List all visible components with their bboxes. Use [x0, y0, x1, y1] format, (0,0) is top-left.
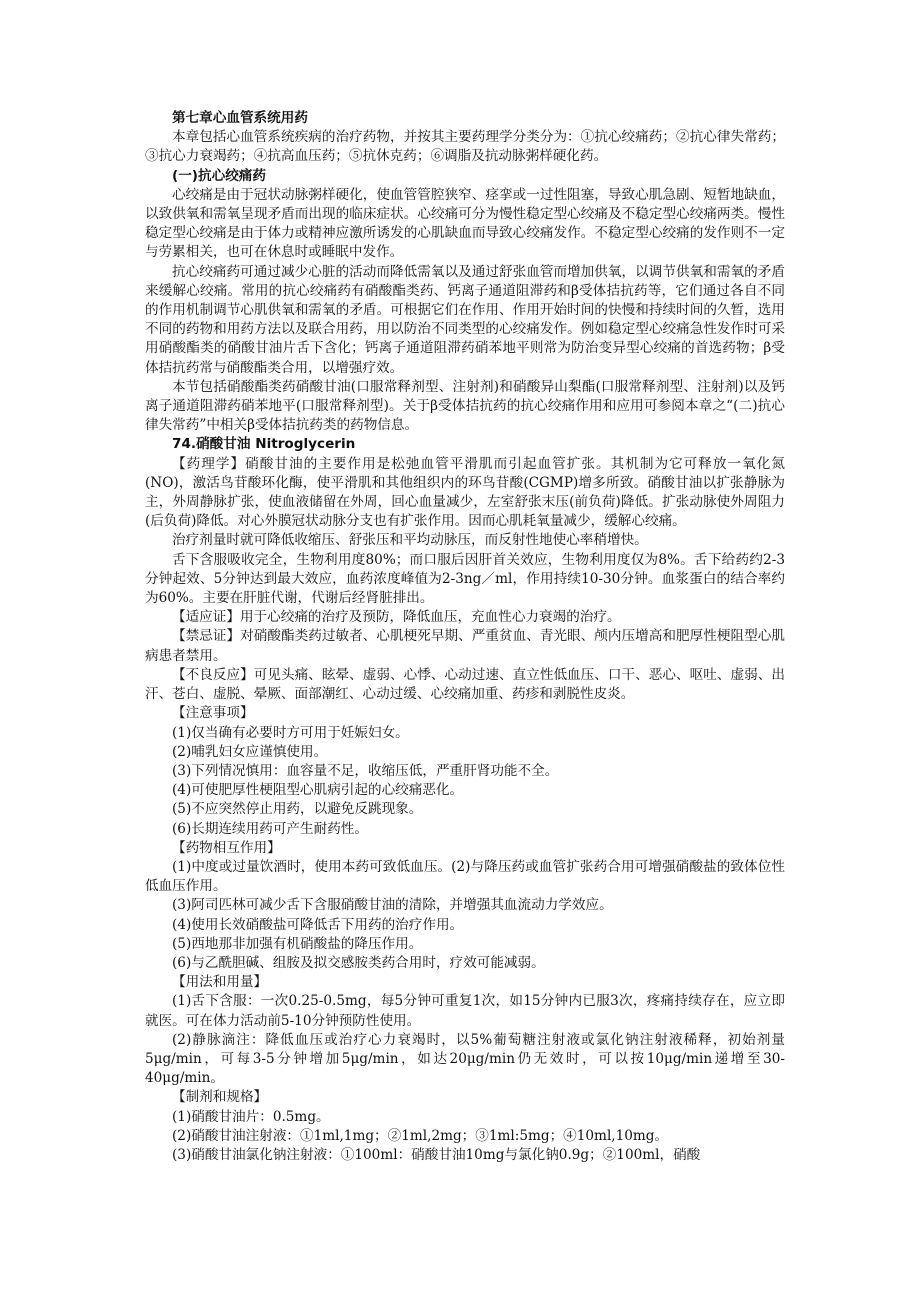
section-paragraph: 心绞痛是由于冠状动脉粥样硬化，使血管管腔狭窄、痉挛或一过性阻塞，导致心肌急剧、短暂地缺血，以致供氧和需氧呈现矛盾而出现的临床症状。心绞痛可分为慢性稳定型心绞痛及不稳定型心绞痛两类。慢性稳定型心绞痛是由于体力或精神应激所诱发的心肌缺血而导致心绞痛发作。不稳定型心绞痛的发作则不一定与劳累相关，也可在休息时或睡眠中发作。 — [145, 186, 785, 261]
chapter-title: 第七章心血管系统用药 — [172, 110, 308, 126]
formulation-item: (2)硝酸甘油注射液：①1ml,1mg；②1ml,2mg；③1ml:5mg；④10ml,10mg。 — [172, 1127, 669, 1144]
section-paragraph: 本节包括硝酸酯类药硝酸甘油(口服常释剂型、注射剂)和硝酸异山梨酯(口服常释剂型、注射剂)以及钙离子通道阻滞药硝苯地平(口服常释剂型)。关于β受体拮抗药的抗心绞痛作用和应用可参阅本章之“(二)抗心律失常药”中相关β受体拮抗药类的药物信息。 — [145, 378, 785, 434]
precaution-item: (5)不应突然停止用药，以避免反跳现象。 — [172, 801, 423, 818]
adverse-reactions: 【不良反应】可见头痛、眩晕、虚弱、心悸、心动过速、直立性低血压、口干、恶心、呕吐、虚弱、出汗、苍白、虚脱、晕厥、面部潮红、心动过缓、心绞痛加重、药疹和剥脱性皮炎。 — [145, 666, 785, 703]
interaction-item: (3)阿司匹林可减少舌下含服硝酸甘油的清除，并增强其血流动力学效应。 — [172, 897, 613, 914]
pharmacology-paragraph: 治疗剂量时就可降低收缩压、舒张压和平均动脉压，而反射性地使心率稍增快。 — [172, 532, 648, 549]
section-paragraph: 抗心绞痛药可通过减少心脏的活动而降低需氧以及通过舒张血管而增加供氧，以调节供氧和需氧的矛盾来缓解心绞痛。常用的抗心绞痛药有硝酸酯类药、钙离子通道阻滞药和β受体拮抗药等，它们通过各自不同的作用机制调节心肌供氧和需氧的矛盾。可根据它们在作用、作用开始时间的快慢和持续时间的久暂，选用不同的药物和用药方法以及联合用药，用以防治不同类型的心绞痛发作。例如稳定型心绞痛急性发作时可采用硝酸酯类的硝酸甘油片舌下含化；钙离子通道阻滞药硝苯地平则常为防治变异型心绞痛的首选药物；β受体拮抗药常与硝酸酯类合用，以增强疗效。 — [145, 263, 785, 376]
dosage-item: (2)静脉滴注：降低血压或治疗心力衰竭时，以5%葡萄糖注射液或氯化钠注射液稀释，初始剂量5μg/min，可每3-5分钟增加5μg/min，如达20μg/min仍无效时，可以按10μg/min递增至30-40μg/min。 — [145, 1031, 785, 1087]
contraindications: 【禁忌证】对硝酸酯类药过敏者、心肌梗死早期、严重贫血、青光眼、颅内压增高和肥厚性梗阻型心肌病患者禁用。 — [145, 628, 785, 664]
precautions-heading: 【注意事项】 — [172, 705, 254, 722]
interaction-item: (5)西地那非加强有机硝酸盐的降压作用。 — [172, 935, 423, 952]
interaction-item: (1)中度或过量饮酒时，使用本药可致低血压。(2)与降压药或血管扩张药合用可增强硝酸盐的致体位性低血压作用。 — [145, 858, 785, 895]
drug-title: 74.硝酸甘油 Nitroglycerin — [172, 436, 356, 453]
indications: 【适应证】用于心绞痛的治疗及预防，降低血压，充血性心力衰竭的治疗。 — [172, 609, 621, 626]
interaction-item: (6)与乙酰胆碱、组胺及拟交感胺类药合用时，疗效可能减弱。 — [172, 954, 545, 971]
document-body — [145, 109, 785, 1165]
precaution-item: (4)可使肥厚性梗阻型心肌病引起的心绞痛恶化。 — [172, 782, 464, 799]
precaution-item: (3)下列情况慎用：血容量不足，收缩压低，严重肝肾功能不全。 — [172, 762, 559, 779]
precaution-item: (1)仅当确有必要时方可用于妊娠妇女。 — [172, 724, 409, 741]
dosage-item: (1)舌下含服：一次0.25-0.5mg，每5分钟可重复1次，如15分钟内已服3次，疼痛持续存在，应立即就医。可在体力活动前5-10分钟预防性使用。 — [145, 993, 785, 1029]
pharmacology-paragraph: 舌下含服吸收完全，生物利用度80%；而口服后因肝首关效应，生物利用度仅为8%。舌下给药约2-3分钟起效、5分钟达到最大效应，血药浓度峰值为2-3ng／ml，作用持续10-30分钟。血浆蛋白的结合率约为60%。主要在肝脏代谢，代谢后经肾脏排出。 — [145, 551, 785, 607]
precaution-item: (2)哺乳妇女应谨慎使用。 — [172, 743, 328, 760]
chapter-intro: 本章包括心血管系统疾病的治疗药物，并按其主要药理学分类分为：①抗心绞痛药；②抗心律失常药；③抗心力衰竭药；④抗高血压药；⑤抗休克药；⑥调脂及抗动脉粥样硬化药。 — [145, 129, 785, 165]
formulations-heading: 【制剂和规格】 — [172, 1089, 268, 1106]
pharmacology-paragraph: 【药理学】硝酸甘油的主要作用是松弛血管平滑肌而引起血管扩张。其机制为它可释放一氧化氮(NO)，激活鸟苷酸环化酶，使平滑肌和其他组织内的环鸟苷酸(CGMP)增多所致。硝酸甘油以扩张静脉为主，外周静脉扩张，使血液储留在外周，回心血量减少，左室舒张末压(前负荷)降低。扩张动脉使外周阻力(后负荷)降低。对心外膜冠状动脉分支也有扩张作用。因而心肌耗氧量减少，缓解心绞痛。 — [145, 455, 785, 530]
formulation-item: (3)硝酸甘油氯化钠注射液：①100ml：硝酸甘油10mg与氯化钠0.9g；②100ml，硝酸 — [172, 1146, 701, 1163]
interactions-heading: 【药物相互作用】 — [172, 839, 281, 856]
precaution-item: (6)长期连续用药可产生耐药性。 — [172, 820, 368, 837]
formulation-item: (1)硝酸甘油片：0.5mg。 — [172, 1108, 330, 1125]
interaction-item: (4)使用长效硝酸盐可降低舌下用药的治疗作用。 — [172, 916, 464, 933]
section-title: (一)抗心绞痛药 — [172, 167, 266, 184]
dosage-heading: 【用法和用量】 — [172, 974, 268, 991]
